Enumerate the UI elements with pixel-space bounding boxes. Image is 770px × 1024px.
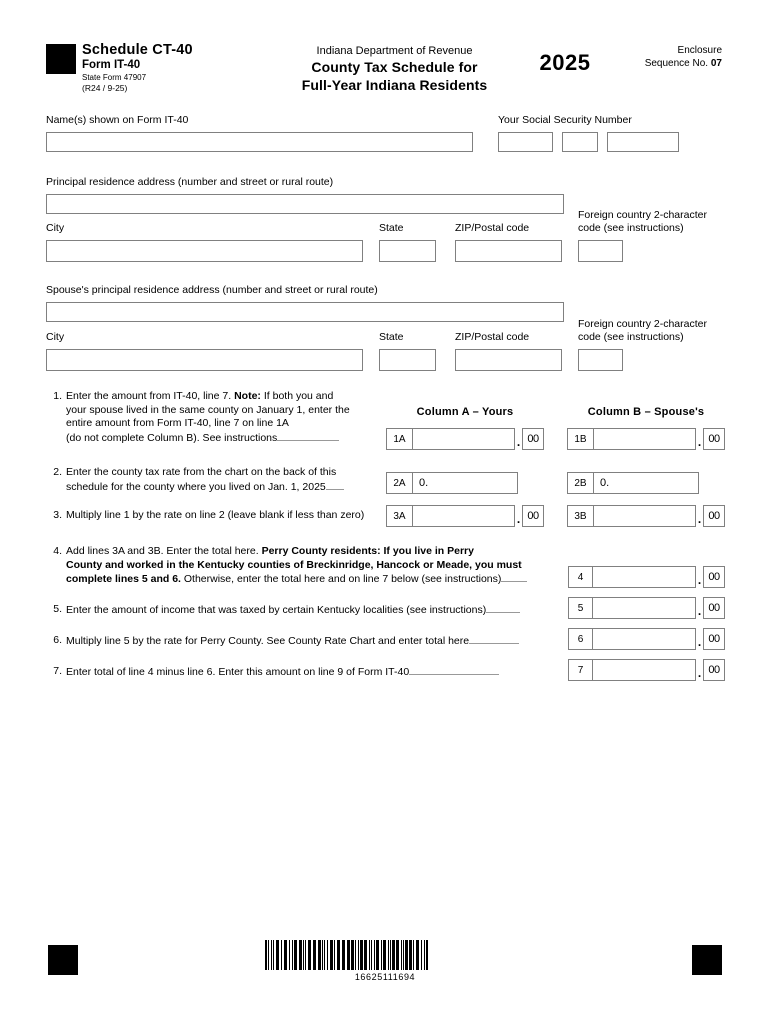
line-1a-cents: 00 <box>522 428 544 450</box>
line-7-amount-group <box>568 659 725 681</box>
line-6-text <box>66 634 566 649</box>
name-label: Name(s) shown on Form IT-40 <box>46 114 189 126</box>
line-4-text-b: Otherwise, enter the total here and on line 7 below (see instructions) <box>180 573 502 585</box>
schedule-name: Schedule CT-40 <box>82 42 193 58</box>
line-6-decimal: . <box>697 635 702 649</box>
line-1-text-c: your spouse lived in the same county on January 1, enter the <box>66 403 350 416</box>
line-6-amount-group <box>568 628 725 650</box>
barcode-block <box>265 940 505 982</box>
footer-black-marker-right <box>692 945 722 975</box>
enclosure-label: Enclosure <box>677 45 722 56</box>
line-4-bold-c: complete lines 5 and 6. <box>66 573 181 585</box>
spouse-city-label: City <box>46 331 65 343</box>
line-7-tag: 7 <box>568 659 592 681</box>
line-5-cents: 00 <box>703 597 725 619</box>
line-5-amount-group <box>568 597 725 619</box>
principal-address-label: Principal residence address (number and street or rural route) <box>46 176 334 188</box>
spouse-state-label: State <box>379 331 404 343</box>
line-4-number: 4. <box>53 545 62 557</box>
line-6-text-a: Multiply line 5 by the rate for Perry County. See County Rate Chart and enter total here <box>66 635 470 647</box>
line-2b-amount-group <box>567 472 699 494</box>
sequence-line <box>600 57 722 70</box>
line-1-leader <box>277 431 339 441</box>
line-1-note: Note: <box>234 390 261 402</box>
spouse-foreign-label-line2: code (see instructions) <box>578 331 684 343</box>
line-4-amount-group <box>568 566 725 588</box>
spouse-zip-input[interactable] <box>455 349 562 371</box>
principal-state-input[interactable] <box>379 240 436 262</box>
line-2-text-a: Enter the county tax rate from the chart on the back of this <box>66 466 337 478</box>
sequence-label: Sequence No. <box>644 58 709 69</box>
line-7-text <box>66 665 566 680</box>
line-6-leader <box>469 634 519 644</box>
line-6-number: 6. <box>53 634 62 646</box>
line-5-text <box>66 603 566 618</box>
line-4-tag: 4 <box>568 566 592 588</box>
line-2b-input[interactable]: 0. <box>593 472 699 494</box>
line-3b-decimal: . <box>697 512 702 526</box>
line-1b-amount-group <box>567 428 725 450</box>
ssn-input-part2[interactable] <box>562 132 598 152</box>
line-7-leader <box>409 665 499 675</box>
tax-year: 2025 <box>539 50 591 75</box>
line-3a-tag: 3A <box>386 505 412 527</box>
line-1a-amount-group <box>386 428 544 450</box>
ssn-input-part3[interactable] <box>607 132 679 152</box>
line-5-input[interactable] <box>592 597 696 619</box>
line-4-leader <box>501 572 527 582</box>
line-1b-input[interactable] <box>593 428 696 450</box>
form-title-line2: Full-Year Indiana Residents <box>301 77 488 93</box>
spouse-city-input[interactable] <box>46 349 363 371</box>
line-1-number: 1. <box>53 390 62 402</box>
state-form-number: State Form 47907 <box>82 73 147 82</box>
line-5-text-a: Enter the amount of income that was taxed by certain Kentucky localities (see instructions) <box>66 604 487 616</box>
line-4-input[interactable] <box>592 566 696 588</box>
line-3b-cents: 00 <box>703 505 725 527</box>
principal-foreign-label <box>578 209 728 235</box>
line-4-bold-a: Perry County residents: If you live in Perry <box>261 545 474 557</box>
line-1-text-d: entire amount from Form IT-40, line 7 on line 1A <box>66 417 289 429</box>
line-5-decimal: . <box>697 604 702 618</box>
spouse-foreign-label <box>578 318 728 344</box>
principal-foreign-label-line1: Foreign country 2-character <box>578 209 707 221</box>
line-2-text-b: schedule for the county where you lived on Jan. 1, 2025 <box>66 480 326 493</box>
line-5-tag: 5 <box>568 597 592 619</box>
line-1-text-e: (do not complete Column B). See instructions <box>66 431 278 444</box>
principal-address-input[interactable] <box>46 194 564 214</box>
line-4-text <box>66 545 566 587</box>
sequence-number: 07 <box>710 58 722 69</box>
line-4-decimal: . <box>697 573 702 587</box>
header-center-block <box>262 44 527 94</box>
enclosure-sequence <box>600 44 722 70</box>
column-b-header: Column B – Spouse's <box>587 406 705 418</box>
line-2b-tag: 2B <box>567 472 593 494</box>
header-left-block <box>82 42 282 93</box>
line-1-text <box>66 390 386 445</box>
line-3a-input[interactable] <box>412 505 515 527</box>
principal-foreign-code-input[interactable] <box>578 240 623 262</box>
spouse-foreign-label-line1: Foreign country 2-character <box>578 318 707 330</box>
line-2a-amount-group <box>386 472 518 494</box>
line-4-bold-b: County and worked in the Kentucky counties of Breckinridge, Hancock or Meade, you must <box>66 558 522 571</box>
line-7-input[interactable] <box>592 659 696 681</box>
line-7-cents: 00 <box>703 659 725 681</box>
line-5-leader <box>486 603 520 613</box>
line-3a-amount-group <box>386 505 544 527</box>
header-black-marker <box>46 44 76 74</box>
line-2-text <box>66 466 386 494</box>
line-1-text-a: Enter the amount from IT-40, line 7. <box>66 390 235 402</box>
spouse-foreign-code-input[interactable] <box>578 349 623 371</box>
ssn-label: Your Social Security Number <box>498 114 632 126</box>
principal-foreign-label-line2: code (see instructions) <box>578 222 684 234</box>
form-name: Form IT-40 <box>82 59 141 71</box>
line-6-input[interactable] <box>592 628 696 650</box>
line-1b-decimal: . <box>697 435 702 449</box>
barcode-bars <box>265 940 505 970</box>
principal-state-label: State <box>379 222 404 234</box>
form-revision: (R24 / 9-25) <box>82 83 128 93</box>
spouse-address-label: Spouse's principal residence address (number and street or rural route) <box>46 284 378 296</box>
spouse-state-input[interactable] <box>379 349 436 371</box>
line-7-number: 7. <box>53 665 62 677</box>
column-a-header: Column A – Yours <box>416 406 514 418</box>
spouse-address-input[interactable] <box>46 302 564 322</box>
spouse-zip-label: ZIP/Postal code <box>455 331 530 343</box>
line-2a-tag: 2A <box>386 472 412 494</box>
line-3-text: Multiply line 1 by the rate on line 2 (leave blank if less than zero) <box>66 509 365 521</box>
principal-zip-label: ZIP/Postal code <box>455 222 530 234</box>
principal-city-input[interactable] <box>46 240 363 262</box>
barcode-number: 16625111694 <box>354 972 416 982</box>
line-3a-cents: 00 <box>522 505 544 527</box>
line-2-number: 2. <box>53 466 62 478</box>
name-input[interactable] <box>46 132 473 152</box>
line-6-cents: 00 <box>703 628 725 650</box>
line-4-cents: 00 <box>703 566 725 588</box>
footer-black-marker-left <box>48 945 78 975</box>
line-3a-decimal: . <box>516 512 521 526</box>
line-1-text-b: If both you and <box>260 390 334 402</box>
line-1a-input[interactable] <box>412 428 515 450</box>
line-7-decimal: . <box>697 666 702 680</box>
line-6-tag: 6 <box>568 628 592 650</box>
line-1a-tag: 1A <box>386 428 412 450</box>
line-7-text-a: Enter total of line 4 minus line 6. Enter this amount on line 9 of Form IT-40 <box>66 666 410 678</box>
line-1b-cents: 00 <box>703 428 725 450</box>
line-4-text-a: Add lines 3A and 3B. Enter the total here. <box>66 545 262 557</box>
form-title-line1: County Tax Schedule for <box>311 59 478 75</box>
line-1a-decimal: . <box>516 435 521 449</box>
ssn-input-part1[interactable] <box>498 132 553 152</box>
line-5-number: 5. <box>53 603 62 615</box>
department-name: Indiana Department of Revenue <box>316 45 473 57</box>
line-3b-tag: 3B <box>567 505 593 527</box>
line-3b-input[interactable] <box>593 505 696 527</box>
line-2-leader <box>326 480 344 490</box>
principal-city-label: City <box>46 222 65 234</box>
line-3-number: 3. <box>53 509 62 521</box>
line-3b-amount-group <box>567 505 725 527</box>
line-1b-tag: 1B <box>567 428 593 450</box>
line-2a-input[interactable]: 0. <box>412 472 518 494</box>
principal-zip-input[interactable] <box>455 240 562 262</box>
